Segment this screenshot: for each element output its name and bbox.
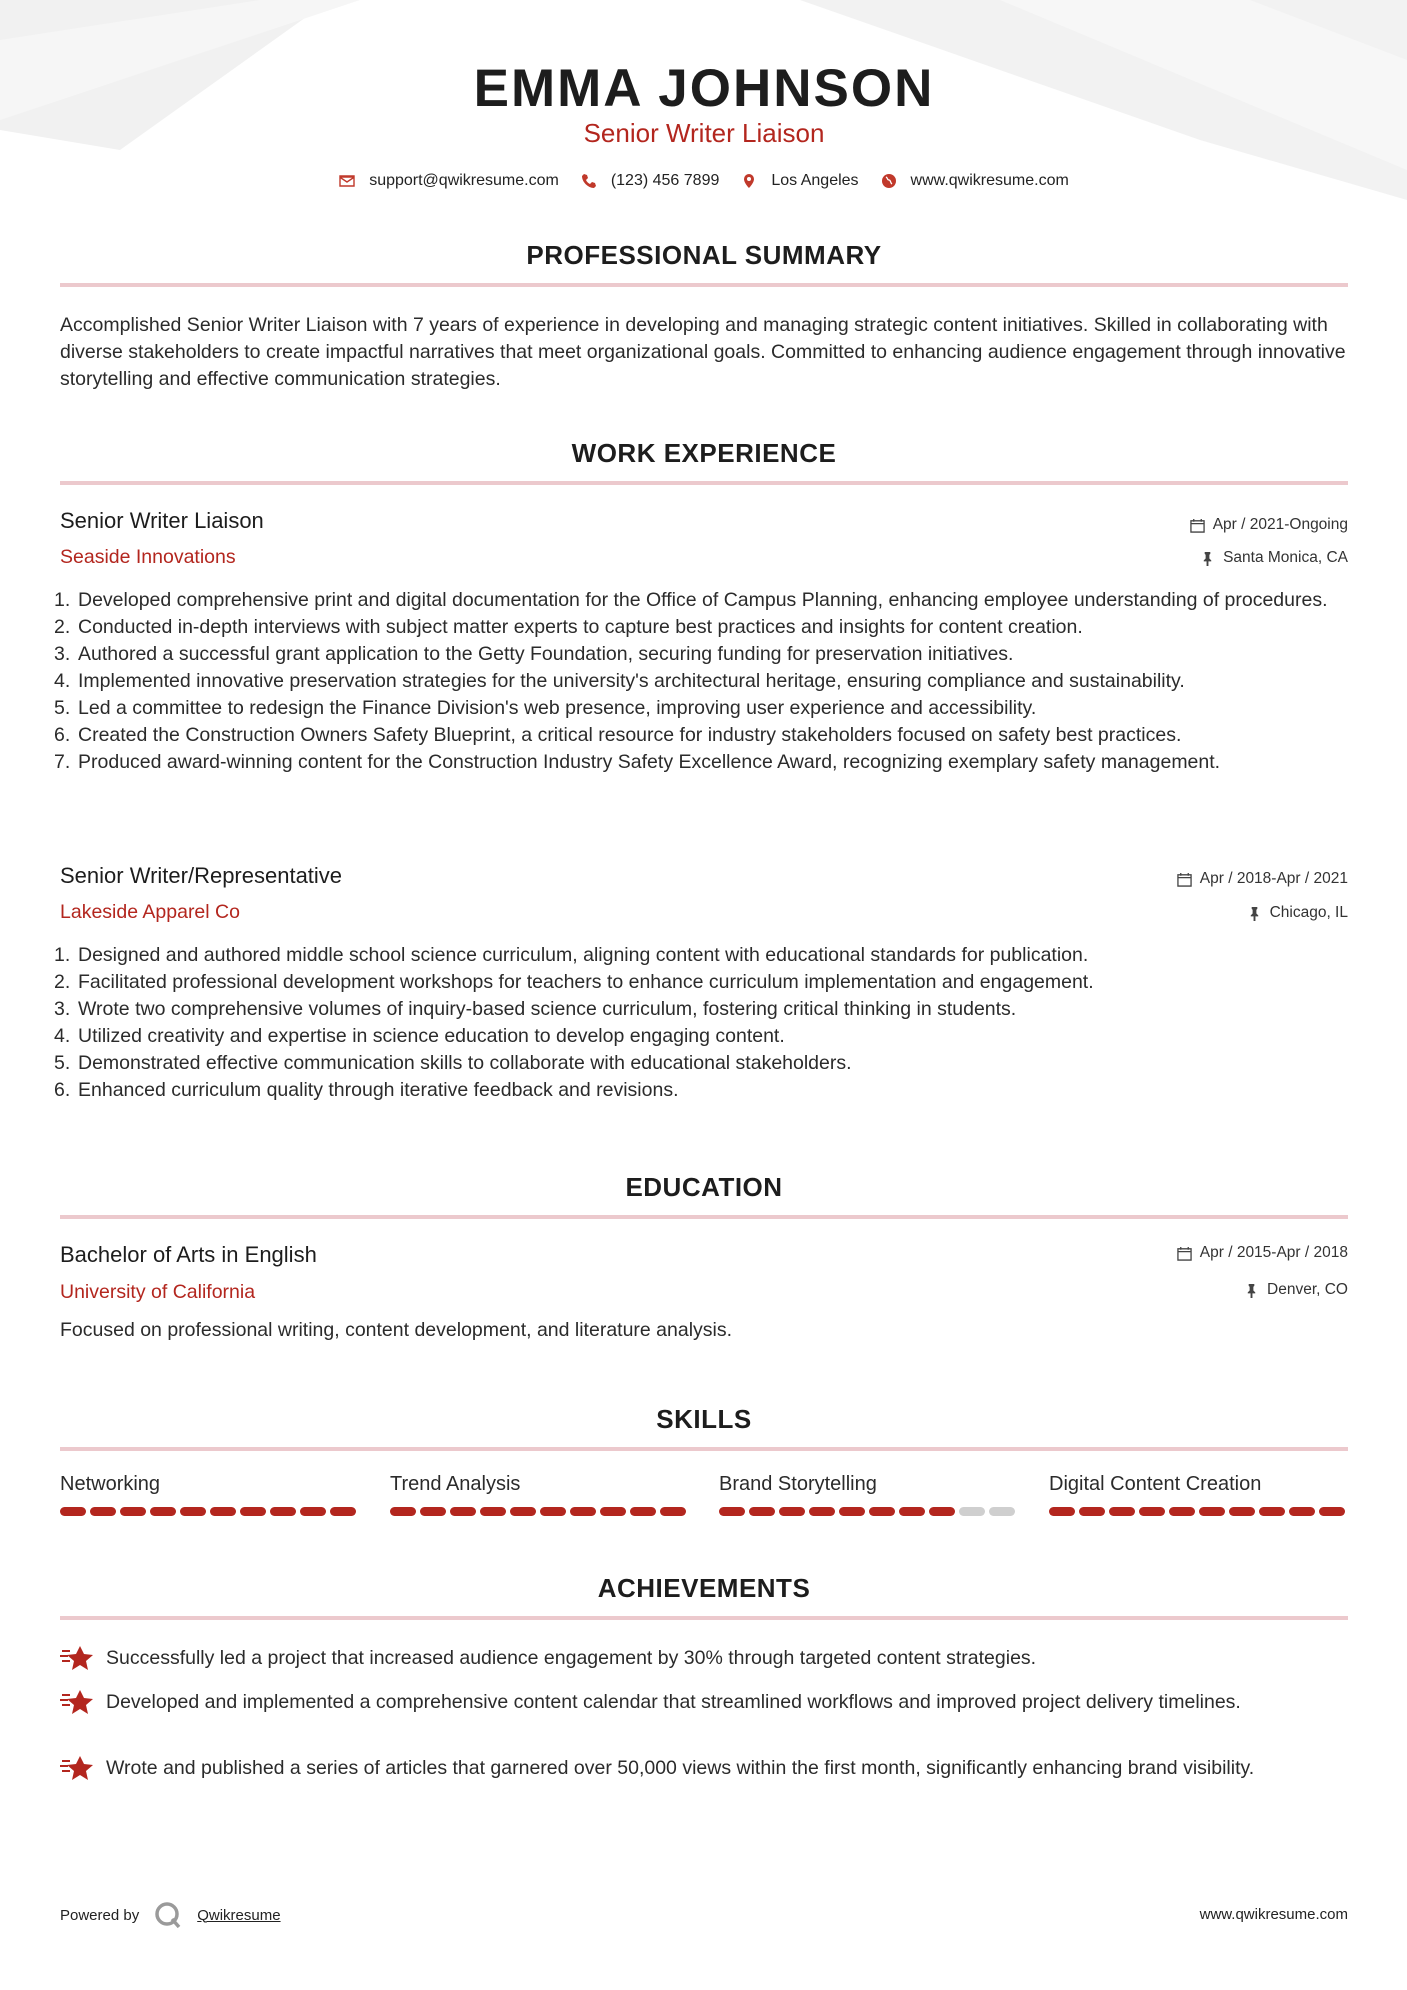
skill-segment-filled (630, 1507, 656, 1516)
skill-segment-empty (989, 1507, 1015, 1516)
skill-segment-filled (1079, 1507, 1105, 1516)
achievement-item (60, 1645, 1348, 1672)
contact-phone-text: (123) 456 7899 (610, 172, 720, 189)
job-bullets (54, 942, 1348, 1104)
list-item: 7. Produced award-winning content for the Construction Industry Safety Excellence Award, recognizing exemplary safety management. (54, 751, 1221, 773)
job-company: Lakeside Apparel Co (60, 901, 240, 923)
education-dates-text: Apr / 2015-Apr / 2018 (1199, 1244, 1348, 1261)
achievements-heading: ACHIEVEMENTS (597, 1573, 811, 1603)
list-item: 6. Created the Construction Owners Safety Blueprint, a critical resource for industry stakeholders focused on safety best practices. (54, 724, 1182, 746)
pushpin-icon (1247, 906, 1262, 921)
education-school: University of California (60, 1281, 256, 1303)
location-pin-icon (741, 173, 757, 189)
skill-segment-filled (1319, 1507, 1345, 1516)
skill-segment-filled (90, 1507, 116, 1516)
list-item: 4. Utilized creativity and expertise in science education to develop engaging content. (54, 1025, 785, 1047)
globe-icon (881, 173, 897, 189)
education-location (1244, 1281, 1348, 1299)
contact-website-text: www.qwikresume.com (910, 172, 1069, 189)
skill-segment-filled (570, 1507, 596, 1516)
qwikresume-logo-icon (153, 1900, 183, 1930)
skill-segment-filled (480, 1507, 506, 1516)
star-icon (60, 1689, 94, 1715)
skill-segment-filled (330, 1507, 356, 1516)
summary-heading: PROFESSIONAL SUMMARY (526, 240, 882, 270)
skill-segment-filled (390, 1507, 416, 1516)
achievements-divider (60, 1616, 1348, 1620)
list-item: 3. Wrote two comprehensive volumes of inquiry-based science curriculum, fostering critical thinking in students. (54, 998, 1017, 1020)
job-location-text: Chicago, IL (1269, 904, 1348, 921)
calendar-icon (1177, 1246, 1192, 1261)
list-item: 4. Implemented innovative preservation strategies for the university's architectural heritage, ensuring compliance and sustainability. (54, 670, 1185, 692)
job-location-text: Santa Monica, CA (1223, 549, 1348, 566)
achievement-text: Developed and implemented a comprehensive content calendar that streamlined workflows and improved project delivery timelines. (106, 1691, 1241, 1713)
skill-segment-empty (959, 1507, 985, 1516)
job-location (1200, 549, 1348, 567)
list-item: 6. Enhanced curriculum quality through iterative feedback and revisions. (54, 1079, 679, 1101)
skill-segment-filled (719, 1507, 745, 1516)
calendar-icon (1190, 518, 1205, 533)
achievement-text: Wrote and published a series of articles that garnered over 50,000 views within the first month, significantly enhancing brand visibility. (106, 1757, 1255, 1779)
skill-segment-filled (1169, 1507, 1195, 1516)
pushpin-icon (1244, 1283, 1259, 1298)
education-heading: EDUCATION (625, 1172, 783, 1202)
list-item: 1. Designed and authored middle school science curriculum, aligning content with educational standards for publication. (54, 944, 1089, 966)
list-item: 5. Demonstrated effective communication skills to collaborate with educational stakeholders. (54, 1052, 852, 1074)
star-icon (60, 1645, 94, 1671)
summary-text: Accomplished Senior Writer Liaison with 7 years of experience in developing and managing strategic content initiatives. Skilled in collaborating with diverse stakeholders to create impactful narratives that meet organizational goals. Committed to enhancing audience engagement through innovative storytelling and effective communication strategies. (60, 314, 1346, 390)
skill-segment-filled (270, 1507, 296, 1516)
skill-segment-filled (450, 1507, 476, 1516)
job-bullets (54, 587, 1348, 776)
list-item: 5. Led a committee to redesign the Finance Division's web presence, improving user experience and accessibility. (54, 697, 1037, 719)
skill-level-bar (390, 1507, 690, 1516)
job-dates (1177, 870, 1348, 888)
job-dates-text: Apr / 2021-Ongoing (1212, 516, 1348, 533)
achievement-item (60, 1755, 1348, 1782)
skill-item (390, 1473, 690, 1516)
skill-item (719, 1473, 1019, 1516)
resume-page (54, 0, 1348, 1990)
skill-segment-filled (779, 1507, 805, 1516)
skill-segment-filled (929, 1507, 955, 1516)
contact-email[interactable] (339, 172, 559, 190)
candidate-title: Senior Writer Liaison (583, 118, 825, 148)
skill-segment-filled (150, 1507, 176, 1516)
calendar-icon (1177, 872, 1192, 887)
footer-powered-by (60, 1900, 281, 1930)
skill-segment-filled (899, 1507, 925, 1516)
contact-bar (60, 172, 1348, 190)
skill-level-bar (60, 1507, 360, 1516)
skill-segment-filled (60, 1507, 86, 1516)
list-item: 1. Developed comprehensive print and digital documentation for the Office of Campus Planning, enhancing employee understanding of procedures. (54, 589, 1328, 611)
summary-divider (60, 283, 1348, 287)
skill-segment-filled (1259, 1507, 1285, 1516)
skill-segment-filled (809, 1507, 835, 1516)
skill-segment-filled (420, 1507, 446, 1516)
skill-segment-filled (869, 1507, 895, 1516)
skill-segment-filled (1139, 1507, 1165, 1516)
skill-name: Digital Content Creation (1049, 1473, 1262, 1495)
education-location-text: Denver, CO (1267, 1281, 1348, 1298)
email-icon (339, 173, 355, 189)
star-icon (60, 1755, 94, 1781)
education-description: Focused on professional writing, content development, and literature analysis. (60, 1319, 733, 1341)
skill-segment-filled (1199, 1507, 1225, 1516)
skill-segment-filled (1289, 1507, 1315, 1516)
experience-heading: WORK EXPERIENCE (571, 438, 837, 468)
skill-name: Trend Analysis (390, 1473, 521, 1495)
contact-location (741, 172, 858, 190)
skill-segment-filled (540, 1507, 566, 1516)
job-location (1247, 904, 1348, 922)
skill-name: Brand Storytelling (719, 1473, 877, 1495)
job-company: Seaside Innovations (60, 546, 236, 568)
skill-level-bar (1049, 1507, 1349, 1516)
skills-divider (60, 1447, 1348, 1451)
education-divider (60, 1215, 1348, 1219)
skill-segment-filled (660, 1507, 686, 1516)
skill-segment-filled (210, 1507, 236, 1516)
pushpin-icon (1200, 551, 1215, 566)
footer-website[interactable]: www.qwikresume.com (1199, 1906, 1348, 1923)
job-dates (1190, 516, 1348, 534)
skill-item (60, 1473, 360, 1516)
skill-segment-filled (839, 1507, 865, 1516)
job-title: Senior Writer Liaison (60, 508, 264, 533)
contact-website[interactable] (881, 172, 1069, 190)
skill-name: Networking (60, 1473, 161, 1495)
powered-by-label: Powered by (60, 1906, 140, 1924)
skill-segment-filled (1109, 1507, 1135, 1516)
contact-email-text: support@qwikresume.com (369, 172, 559, 189)
skill-item (1049, 1473, 1349, 1516)
skill-segment-filled (240, 1507, 266, 1516)
candidate-name: EMMA JOHNSON (473, 59, 935, 118)
contact-location-text: Los Angeles (771, 172, 859, 189)
list-item: 2. Conducted in-depth interviews with subject matter experts to capture best practices and insights for content creation. (54, 616, 1083, 638)
skills-heading: SKILLS (656, 1404, 752, 1434)
skill-segment-filled (1049, 1507, 1075, 1516)
list-item: 2. Facilitated professional development workshops for teachers to enhance curriculum implementation and engagement. (54, 971, 1094, 993)
experience-divider (60, 481, 1348, 485)
achievement-item (60, 1689, 1348, 1716)
phone-icon (581, 173, 597, 189)
qwikresume-link[interactable]: Qwikresume (197, 1906, 281, 1924)
skill-segment-filled (300, 1507, 326, 1516)
list-item: 3. Authored a successful grant application to the Getty Foundation, securing funding for preservation initiatives. (54, 643, 1014, 665)
education-dates (1177, 1244, 1348, 1262)
skill-segment-filled (600, 1507, 626, 1516)
skill-segment-filled (120, 1507, 146, 1516)
education-degree: Bachelor of Arts in English (60, 1242, 317, 1267)
job-dates-text: Apr / 2018-Apr / 2021 (1199, 870, 1348, 887)
skill-segment-filled (510, 1507, 536, 1516)
skill-segment-filled (1229, 1507, 1255, 1516)
job-title: Senior Writer/Representative (60, 863, 343, 888)
skill-segment-filled (749, 1507, 775, 1516)
contact-phone[interactable] (581, 172, 720, 190)
achievement-text: Successfully led a project that increased audience engagement by 30% through targeted content strategies. (106, 1647, 1037, 1669)
skill-segment-filled (180, 1507, 206, 1516)
skill-level-bar (719, 1507, 1019, 1516)
